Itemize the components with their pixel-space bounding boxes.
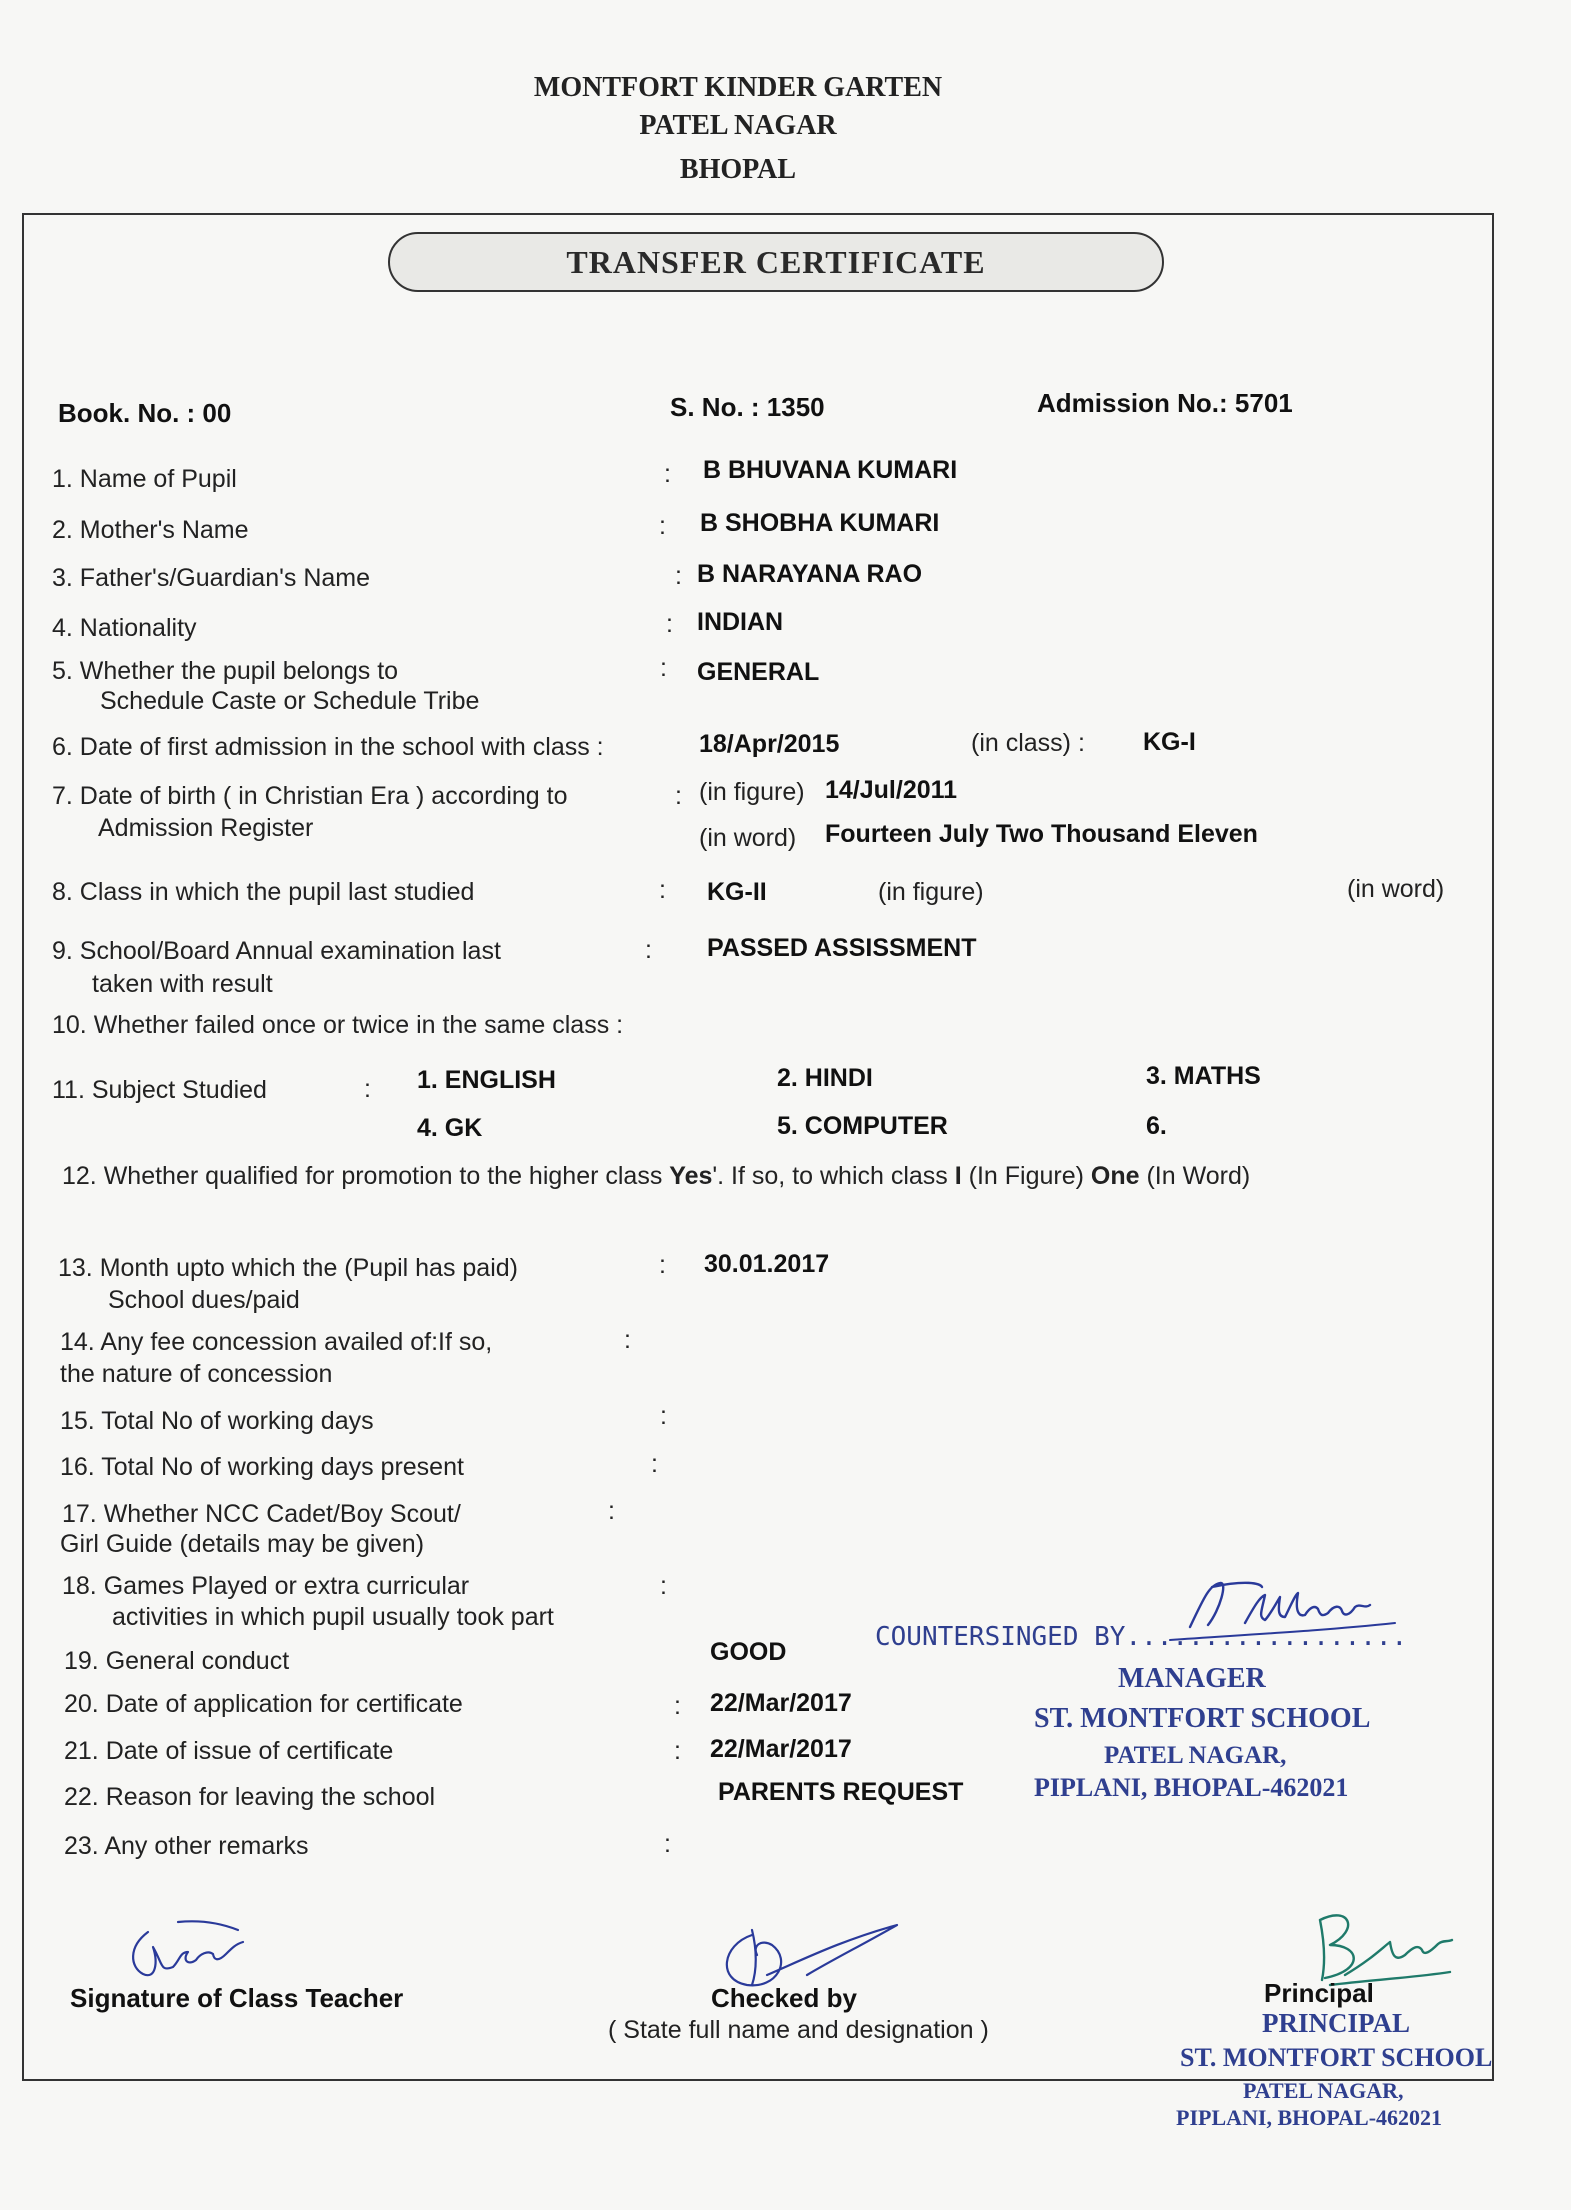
item-1-label: 1. Name of Pupil: [52, 465, 237, 493]
manager-stamp-area: PATEL NAGAR,: [1104, 1742, 1287, 1769]
principal-stamp-address: PIPLANI, BHOPAL-462021: [1176, 2105, 1443, 2130]
item-5-label-line2: Schedule Caste or Schedule Tribe: [100, 687, 480, 715]
pupil-name: B BHUVANA KUMARI: [703, 456, 958, 484]
item-13-label-line2: School dues/paid: [108, 1286, 300, 1314]
checked-by-label: Checked by: [711, 1983, 857, 2013]
colon: :: [664, 460, 671, 488]
item-17-label-line2: Girl Guide (details may be given): [60, 1530, 425, 1558]
promotion-class-figure: I: [954, 1162, 962, 1190]
colon: :: [624, 1326, 631, 1354]
in-class-label: (in class) :: [971, 729, 1085, 757]
item-12-label: 12. Whether qualified for promotion to the higher class: [62, 1162, 670, 1190]
item-2-label: 2. Mother's Name: [52, 516, 249, 544]
promotion-yes: Yes: [669, 1162, 713, 1190]
item-12-line: [62, 1162, 1250, 1191]
school-area: PATEL NAGAR: [639, 110, 837, 141]
colon: :: [364, 1075, 371, 1103]
dob-figure-label: (in figure): [699, 778, 805, 806]
serial-number: S. No. : 1350: [670, 392, 825, 422]
item-23-label: 23. Any other remarks: [64, 1832, 309, 1860]
class-teacher-label: Signature of Class Teacher: [70, 1983, 404, 2013]
principal-signature: [1300, 1900, 1460, 1990]
countersigned-label: COUNTERSINGED BY..................: [875, 1622, 1408, 1652]
colon: :: [659, 1251, 666, 1279]
principal-stamp-area: PATEL NAGAR,: [1243, 2078, 1404, 2103]
item-3-label: 3. Father's/Guardian's Name: [52, 564, 371, 592]
colon: :: [608, 1497, 615, 1525]
item-7-label-line1: 7. Date of birth ( in Christian Era ) according to: [52, 782, 568, 810]
principal-stamp-title: PRINCIPAL: [1262, 2008, 1410, 2038]
item-10-label: 10. Whether failed once or twice in the same class :: [52, 1011, 624, 1039]
dob-figure: 14/Jul/2011: [825, 776, 958, 804]
manager-stamp-title: MANAGER: [1118, 1663, 1266, 1694]
item-5-label-line1: 5. Whether the pupil belongs to: [52, 657, 399, 685]
in-figure-label: (In Figure): [961, 1162, 1091, 1190]
last-class: KG-II: [707, 878, 767, 906]
dues-paid-month: 30.01.2017: [704, 1250, 830, 1278]
manager-stamp-address: PIPLANI, BHOPAL-462021: [1034, 1773, 1349, 1802]
dob-word: Fourteen July Two Thousand Eleven: [825, 820, 1258, 848]
exam-result: PASSED ASSISSMENT: [707, 934, 977, 962]
first-admission-date: 18/Apr/2015: [699, 730, 840, 758]
leaving-reason: PARENTS REQUEST: [718, 1778, 964, 1806]
subject-2: 2. HINDI: [777, 1064, 873, 1092]
item-8-label: 8. Class in which the pupil last studied: [52, 878, 475, 906]
last-class-word-label: (in word): [1347, 875, 1445, 903]
last-class-figure-label: (in figure): [878, 878, 984, 906]
certificate-title: TRANSFER CERTIFICATE: [388, 232, 1164, 292]
item-17-label-line1: 17. Whether NCC Cadet/Boy Scout/: [62, 1500, 461, 1528]
item-22-label: 22. Reason for leaving the school: [64, 1783, 436, 1811]
school-name: MONTFORT KINDER GARTEN: [533, 72, 943, 103]
subject-5: 5. COMPUTER: [777, 1112, 948, 1140]
principal-stamp-school: ST. MONTFORT SCHOOL: [1180, 2043, 1493, 2072]
manager-stamp-school: ST. MONTFORT SCHOOL: [1034, 1703, 1371, 1734]
nationality: INDIAN: [697, 608, 784, 636]
colon: :: [645, 936, 652, 964]
subject-6: 6.: [1146, 1112, 1167, 1140]
subject-3: 3. MATHS: [1146, 1062, 1261, 1090]
mother-name: B SHOBHA KUMARI: [700, 509, 940, 537]
school-city: BHOPAL: [679, 154, 797, 185]
item-21-label: 21. Date of issue of certificate: [64, 1737, 394, 1765]
colon: :: [664, 1830, 671, 1858]
colon: :: [674, 1737, 681, 1765]
item-20-label: 20. Date of application for certificate: [64, 1690, 463, 1718]
application-date: 22/Mar/2017: [710, 1689, 852, 1717]
item-12-mid: '. If so, to which class: [712, 1162, 955, 1190]
item-6-label: 6. Date of first admission in the school with class :: [52, 733, 604, 761]
colon: :: [675, 782, 682, 810]
colon: :: [666, 610, 673, 638]
class-teacher-signature: [118, 1912, 278, 1992]
book-number: Book. No. : 00: [58, 398, 232, 428]
principal-label: Principal: [1264, 1978, 1374, 2008]
colon: :: [659, 512, 666, 540]
item-13-label-line1: 13. Month upto which the (Pupil has paid): [58, 1254, 518, 1282]
item-16-label: 16. Total No of working days present: [60, 1453, 464, 1481]
manager-signature: [1150, 1565, 1410, 1645]
colon: :: [659, 876, 666, 904]
item-19-label: 19. General conduct: [64, 1647, 290, 1675]
item-18-label-line1: 18. Games Played or extra curricular: [62, 1572, 470, 1600]
item-9-label-line2: taken with result: [92, 970, 273, 998]
admission-number: Admission No.: 5701: [1037, 388, 1293, 418]
colon: :: [660, 654, 667, 682]
colon: :: [675, 562, 682, 590]
admission-class: KG-I: [1143, 728, 1196, 756]
general-conduct: GOOD: [710, 1638, 787, 1666]
dob-word-label: (in word): [699, 824, 797, 852]
item-9-label-line1: 9. School/Board Annual examination last: [52, 937, 501, 965]
item-14-label-line1: 14. Any fee concession availed of:If so,: [60, 1328, 493, 1356]
item-15-label: 15. Total No of working days: [60, 1407, 374, 1435]
subject-4: 4. GK: [417, 1114, 483, 1142]
caste-category: GENERAL: [697, 658, 820, 686]
in-word-label: (In Word): [1139, 1162, 1251, 1190]
state-full-name-note: ( State full name and designation ): [608, 2016, 989, 2044]
item-11-label: 11. Subject Studied: [52, 1076, 267, 1104]
item-7-label-line2: Admission Register: [98, 814, 314, 842]
colon: :: [660, 1572, 667, 1600]
colon: :: [674, 1692, 681, 1720]
item-4-label: 4. Nationality: [52, 614, 197, 642]
issue-date: 22/Mar/2017: [710, 1735, 852, 1763]
item-18-label-line2: activities in which pupil usually took part: [112, 1603, 554, 1631]
promotion-class-word: One: [1090, 1162, 1140, 1190]
subject-1: 1. ENGLISH: [417, 1066, 556, 1094]
father-name: B NARAYANA RAO: [697, 560, 923, 588]
colon: :: [660, 1402, 667, 1430]
colon: :: [651, 1450, 658, 1478]
item-14-label-line2: the nature of concession: [60, 1360, 333, 1388]
